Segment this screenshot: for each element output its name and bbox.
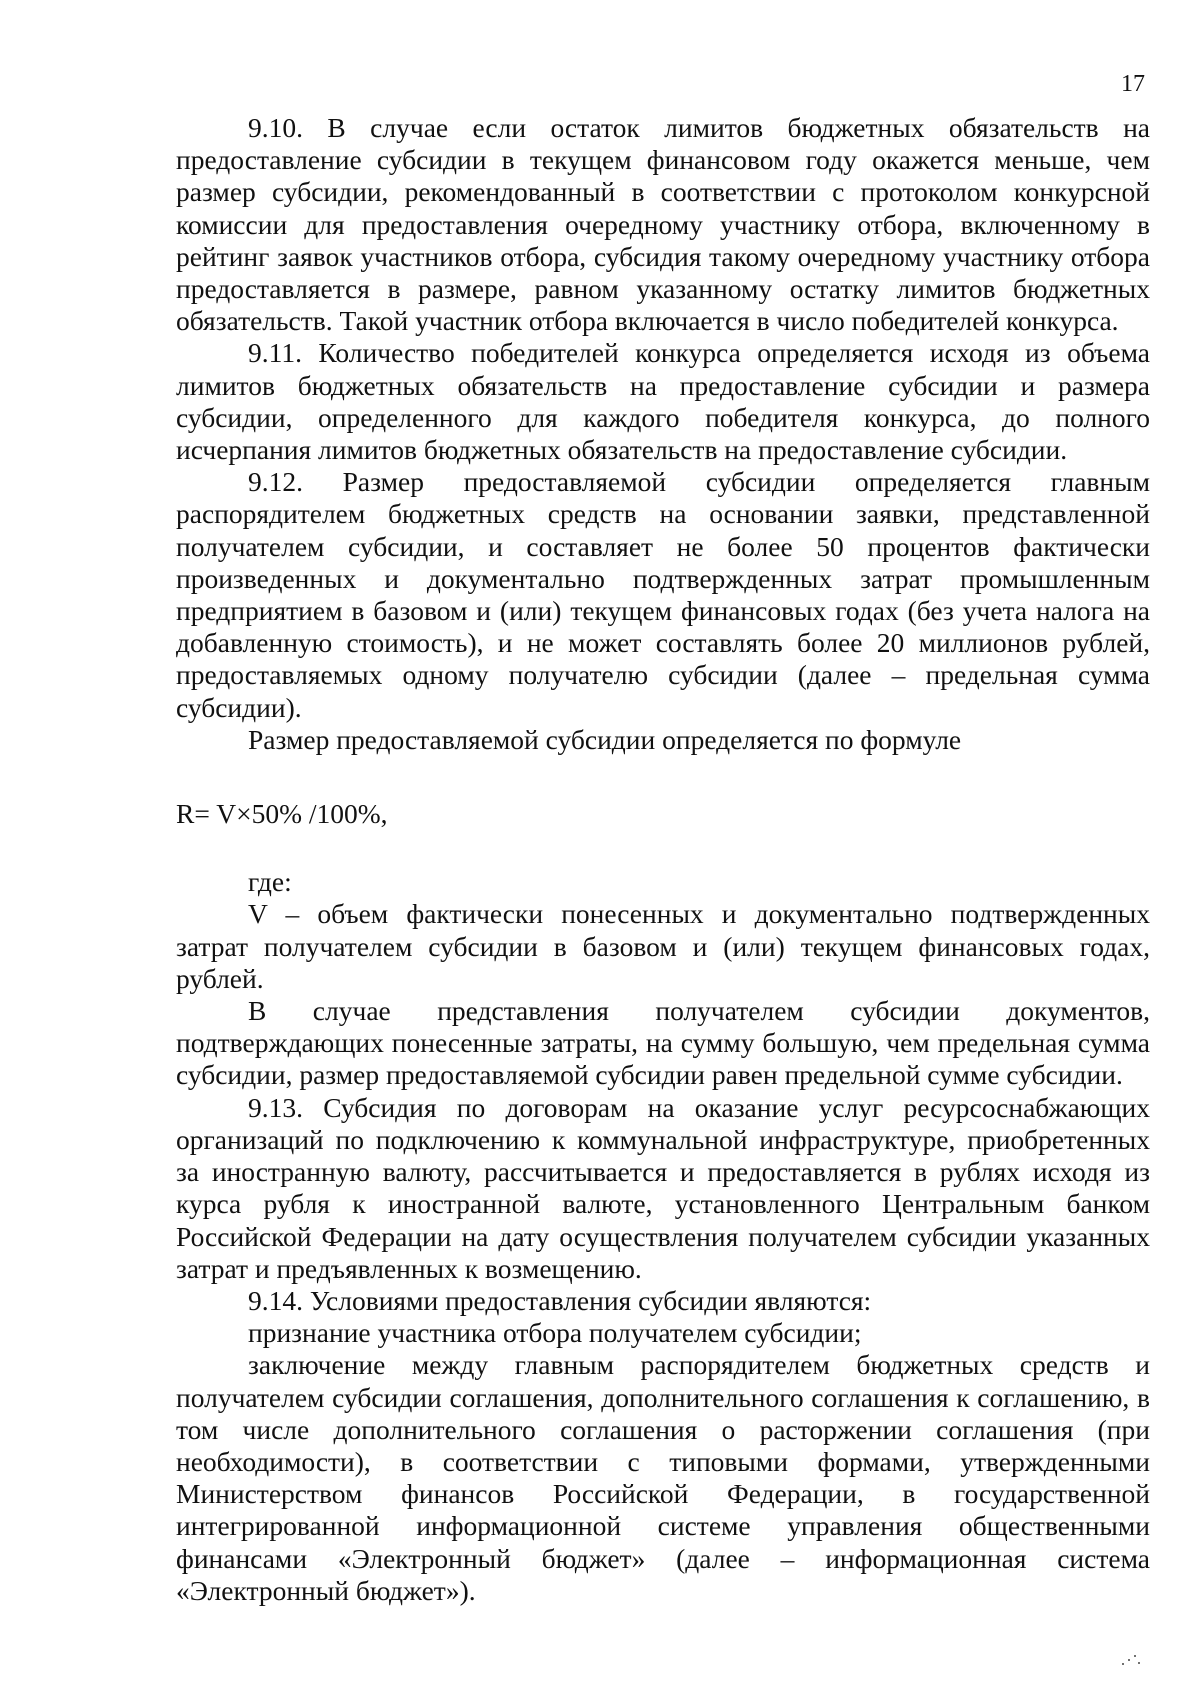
paragraph-9-12: 9.12. Размер предоставляемой субсидии определяется главным распорядителем бюджетных средств на основании заявки, представленной получателем субсидии, и составляет не более 50 процентов фактически произведенных и документально подтвержденных затрат промышленным предприятием в базовом и (или) текущем финансовых годах (без учета налога на добавленную стоимость), и не может составлять более 20 миллионов рублей, предоставляемых одному получателю субсидии (далее – предельная сумма субсидии). [176, 466, 1150, 723]
formula: R= V×50% /100%, [176, 798, 388, 830]
formula-intro: Размер предоставляемой субсидии определяется по формуле [248, 723, 962, 755]
paragraph-9-10: 9.10. В случае если остаток лимитов бюджетных обязательств на предоставление субсидии в текущем финансовом году окажется меньше, чем размер субсидии, рекомендованный в соответствии с протоколом конкурсной комиссии для предоставления очередному участнику отбора, включенному в рейтинг заявок участников отбора, субсидия такому очередному участнику отбора предоставляется в размере, равном указанному остатку лимитов бюджетных обязательств. Такой участник отбора включается в число победителей конкурса. [176, 112, 1150, 337]
document-body [176, 112, 1150, 1607]
variable-v-definition: V – объем фактически понесенных и документально подтвержденных затрат получателем субсидии в базовом и (или) текущем финансовых годах, рублей. [176, 898, 1150, 994]
paragraph-9-13: 9.13. Субсидия по договорам на оказание услуг ресурсоснабжающих организаций по подключению к коммунальной инфраструктуре, приобретенных за иностранную валюту, рассчитывается и предоставляется в рублях исходя из курса рубля к иностранной валюте, установленного Центральным банком Российской Федерации на дату осуществления получателем субсидии указанных затрат и предъявленных к возмещению. [176, 1091, 1150, 1284]
paragraph-9-11: 9.11. Количество победителей конкурса определяется исходя из объема лимитов бюджетных обязательств на предоставление субсидии и размера субсидии, определенного для каждого победителя конкурса, до полного исчерпания лимитов бюджетных обязательств на предоставление субсидии. [176, 337, 1150, 466]
condition-recognition: признание участника отбора получателем субсидии; [248, 1317, 862, 1349]
paragraph-9-14: 9.14. Условиями предоставления субсидии являются: [248, 1284, 872, 1316]
where-label: где: [248, 866, 292, 898]
condition-agreement: заключение между главным распорядителем бюджетных средств и получателем субсидии соглашения, дополнительного соглашения к соглашению, в том числе дополнительного соглашения о расторжении соглашения (при необходимости), в соответствии с типовыми формами, утвержденными Министерством финансов Российской Федерации, в государственной интегрированной информационной системе управления общественными финансами «Электронный бюджет» (далее – информационная система «Электронный бюджет»). [176, 1349, 1150, 1606]
scan-artifact-dots [1120, 1653, 1142, 1667]
paragraph-limit-case: В случае представления получателем субсидии документов, подтверждающих понесенные затраты, на сумму большую, чем предельная сумма субсидии, размер предоставляемой субсидии равен предельной сумме субсидии. [176, 995, 1150, 1091]
page-number: 17 [1121, 71, 1145, 97]
